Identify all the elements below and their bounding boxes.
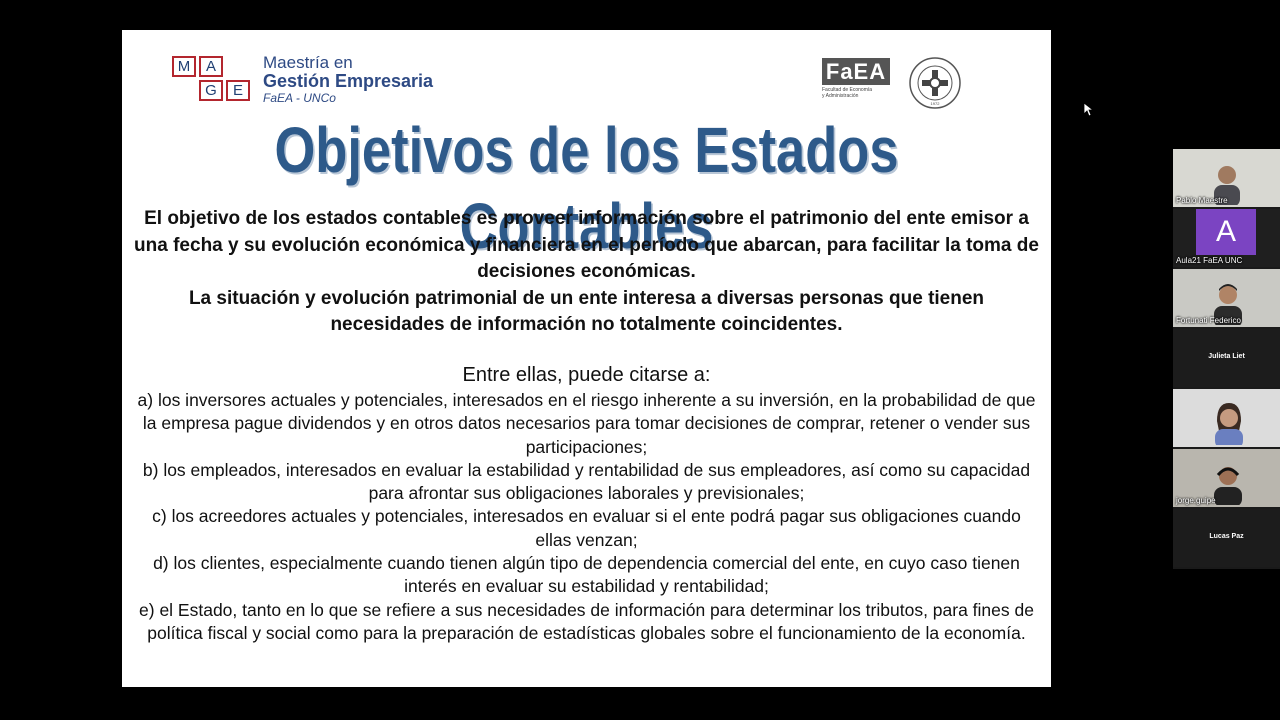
intro-paragraph-2: La situación y evolución patrimonial de un ente interesa a diversas personas que tienen necesidades de información no totalmente coincidentes. <box>188 287 985 335</box>
faea-subtitle-line1: Facultad de Economía <box>822 87 873 93</box>
slide-title: Objetivos de los Estados Contables <box>274 114 899 262</box>
participant-name: jorge.guipe <box>1176 496 1216 505</box>
faea-logo-mark: FaEA <box>822 58 890 85</box>
presentation-slide <box>122 30 1051 687</box>
university-seal-icon <box>906 56 964 110</box>
list-intro: Entre ellas, puede citarse a: <box>462 364 711 386</box>
faea-subtitle-line2: y Administración <box>822 93 859 99</box>
list-item-c: c) los acreedores actuales y potenciales, interesados en evaluar si el ente podrá pagar sus obligaciones cuando ellas venzan; <box>152 506 1021 550</box>
mage-letter-m: M <box>172 56 196 77</box>
list-item-d: d) los clientes, especialmente cuando tienen algún tipo de dependencia comercial del ente, en cuyo caso tienen interés en evaluar su estabilidad y rentabilidad; <box>153 553 1020 597</box>
participant-tile[interactable] <box>1173 389 1280 447</box>
mage-logo-text <box>263 54 433 104</box>
participant-avatar: A <box>1196 209 1256 255</box>
mouse-cursor-icon <box>1084 103 1094 117</box>
participant-tile[interactable] <box>1173 209 1280 267</box>
faea-logo-subtitle <box>822 87 892 99</box>
mage-line2: Gestión Empresaria <box>263 71 434 91</box>
participant-name: Pablo Maestre <box>1176 196 1228 205</box>
list-item-b: b) los empleados, interesados en evaluar la estabilidad y rentabilidad de sus empleadores, así como su capacidad para afrontar sus obligaciones laborales y previsionales; <box>142 459 1031 504</box>
participant-tile[interactable] <box>1173 269 1280 327</box>
intro-text <box>132 206 1041 339</box>
mage-line3: FaEA - UNCo <box>263 91 336 105</box>
participant-tile[interactable] <box>1173 449 1280 507</box>
seal-year: 1972 <box>930 101 940 106</box>
list-item-a: a) los inversores actuales y potenciales, interesados en el riesgo inherente a su inversión, en la probabilidad de que la empresa pague dividendos y en otros datos necesarios para tomar decisiones de comprar, retener o vender sus participaciones; <box>137 390 1036 457</box>
list-item-e: e) el Estado, tanto en lo que se refiere a sus necesidades de información para determinar los tributos, para fines de política fiscal y social como para la preparación de estadísticas globales sobre el funcionamiento de la economía. <box>139 599 1034 643</box>
participant-name: Fortunati Federico <box>1176 316 1241 325</box>
mage-letter-g: G <box>199 80 223 101</box>
mage-logo <box>172 54 472 104</box>
faea-logo <box>822 58 892 98</box>
stakeholder-list <box>137 389 1036 645</box>
participant-name: Aula21 FaEA UNC <box>1176 256 1243 265</box>
participants-panel <box>1173 149 1280 569</box>
participant-video-icon <box>1213 461 1243 505</box>
mage-letter-a: A <box>199 56 223 77</box>
participant-tile[interactable] <box>1173 329 1280 387</box>
mage-line1: Maestría en <box>263 53 353 72</box>
participant-tile[interactable] <box>1173 509 1280 567</box>
participant-name: Lucas Paz <box>1209 533 1244 540</box>
participant-tile[interactable] <box>1173 149 1280 207</box>
participant-video-icon <box>1213 401 1245 445</box>
mage-letter-e: E <box>226 80 250 101</box>
intro-paragraph-1: El objetivo de los estados contables es proveer información sobre el patrimonio del ente emisor a una fecha y su evolución económica y financiera en el período que abarcan, para facilitar la toma de decisiones económicas. <box>134 208 1039 282</box>
participant-name: Julieta Liet <box>1208 353 1245 360</box>
